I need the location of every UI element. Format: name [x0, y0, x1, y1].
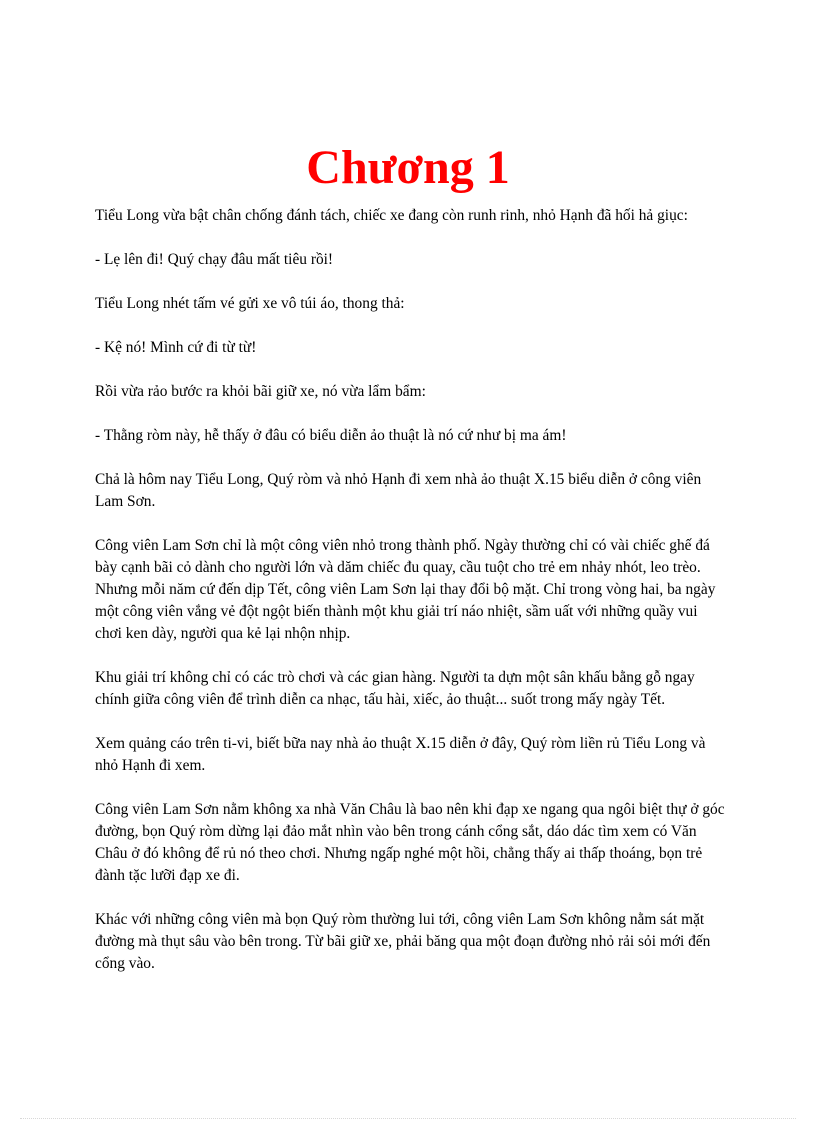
- paragraph: - Thằng ròm này, hễ thấy ở đâu có biểu diễn ảo thuật là nó cứ như bị ma ám!: [95, 427, 567, 444]
- paragraph: Khác với những công viên mà bọn Quý ròm thường lui tới, công viên Lam Sơn không nằm sát mặt đường mà thụt sâu vào bên trong. Từ bãi giữ xe, phải băng qua một đoạn đường nhỏ rải sỏi mới đến cổng vào.: [95, 911, 711, 972]
- page-bottom-divider: [20, 1118, 796, 1119]
- paragraph: Khu giải trí không chỉ có các trò chơi và các gian hàng. Người ta dựn một sân khấu bằng gỗ ngay chính giữa công viên để trình diễn ca nhạc, tấu hài, xiếc, ảo thuật... suốt trong mấy ngày Tết.: [95, 669, 695, 708]
- chapter-body: [95, 205, 725, 997]
- paragraph: Công viên Lam Sơn nằm không xa nhà Văn Châu là bao nên khi đạp xe ngang qua ngôi biệt thự ở góc đường, bọn Quý ròm dừng lại đảo mắt nhìn vào bên trong cánh cổng sắt, dáo dác tìm xem có Văn Châu ở đó không để rủ nó theo chơi. Nhưng ngấp nghé một hồi, chẳng thấy ai thấp thoáng, bọn trẻ đành tặc lưỡi đạp xe đi.: [95, 801, 725, 884]
- paragraph: Chả là hôm nay Tiểu Long, Quý ròm và nhỏ Hạnh đi xem nhà ảo thuật X.15 biểu diễn ở công viên Lam Sơn.: [95, 471, 702, 510]
- paragraph: Công viên Lam Sơn chỉ là một công viên nhỏ trong thành phố. Ngày thường chỉ có vài chiếc ghế đá bày cạnh bãi cỏ dành cho người lớn và dăm chiếc đu quay, cầu tuột cho trẻ em nhảy nhót, leo trèo. Nhưng mỗi năm cứ đến dịp Tết, công viên Lam Sơn lại thay đổi bộ mặt. Chỉ trong vòng hai, ba ngày một công viên vắng vẻ đột ngột biến thành một khu giải trí náo nhiệt, sầm uất với những quầy vui chơi ken dày, người qua kẻ lại nhộn nhịp.: [95, 537, 716, 642]
- paragraph: Tiểu Long vừa bật chân chống đánh tách, chiếc xe đang còn runh rinh, nhỏ Hạnh đã hối hả giục:: [95, 207, 688, 224]
- chapter-title: Chương 1: [306, 141, 510, 195]
- paragraph: Rồi vừa rảo bước ra khỏi bãi giữ xe, nó vừa lẩm bẩm:: [95, 383, 426, 400]
- paragraph: - Lẹ lên đi! Quý chạy đâu mất tiêu rồi!: [95, 251, 334, 268]
- paragraph: Xem quảng cáo trên ti-vi, biết bữa nay nhà ảo thuật X.15 diễn ở đây, Quý ròm liền rủ Tiểu Long và nhỏ Hạnh đi xem.: [95, 735, 706, 774]
- paragraph: - Kệ nó! Mình cứ đi từ từ!: [95, 339, 257, 356]
- paragraph: Tiểu Long nhét tấm vé gửi xe vô túi áo, thong thả:: [95, 295, 405, 312]
